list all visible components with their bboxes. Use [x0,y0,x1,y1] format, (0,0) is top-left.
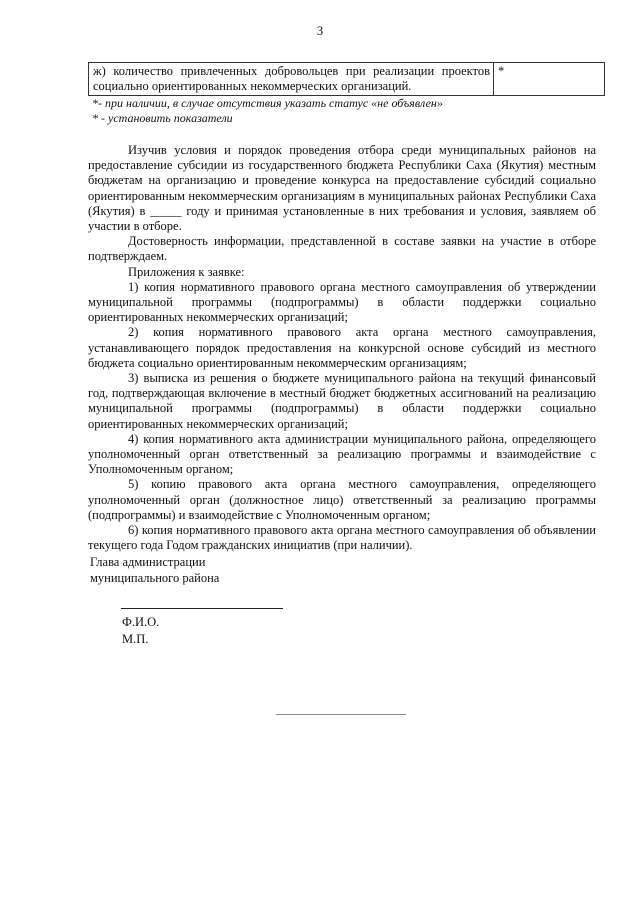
attachment-item-3: 3) выписка из решения о бюджете муниципального района на текущий финансовый год, подтверждающая включение в местный бюджет бюджетных ассигнований на реализацию муниципальной программы (подпрограммы) в области поддержки социально ориентированных некоммерческих организаций; [88,371,596,431]
attachment-item-2: 2) копия нормативного правового акта органа местного самоуправления, устанавливающего порядок предоставления на конкурсной основе субсидий из местного бюджета социально ориентированным некоммерческим организациям; [88,325,596,370]
footnote-indicators: * - установить показатели [92,111,233,125]
page-number: 3 [316,24,324,38]
attachment-item-5: 5) копию правового акта органа местного самоуправления, определяющего уполномоченный орган (должностное лицо) ответственный за реализацию программы (подпрограммы) и взаимодействие с Уполномоченным органом; [88,477,596,522]
seal-label: М.П. [122,632,149,646]
footnote-status: *- при наличии, в случае отсутствия указать статус «не объявлен» [92,96,443,110]
end-divider [276,714,406,715]
signature-line [121,608,283,609]
signatory-name-label: Ф.И.О. [122,615,160,629]
signatory-title-line1: Глава администрации [90,555,206,569]
attachments-heading: Приложения к заявке: [128,264,245,279]
signatory-title-line2: муниципального района [90,571,220,585]
intro-paragraph: Изучив условия и порядок проведения отбора среди муниципальных районов на предоставление субсидии из государственного бюджета Республики Саха (Якутия) местным бюджетам на организацию и проведение конкурса на предоставление субсидий социально ориентированным некоммерческим организациям в муниципальных районах Республики Саха (Якутия) в _____ году и принимая установленные в них требования и условия, заявляем об участии в отборе. [88,143,596,234]
table-cell-indicator: ж) количество привлеченных добровольцев при реализации проектов социально ориентированных некоммерческих организаций. [89,63,494,96]
accuracy-paragraph: Достоверность информации, представленной в составе заявки на участие в отборе подтверждаем. [88,234,596,264]
indicator-table [88,62,605,96]
table-row [89,63,605,96]
attachment-item-6: 6) копия нормативного правового акта органа местного самоуправления об объявлении текущего года Годом гражданских инициатив (при наличии). [88,523,596,553]
attachment-item-1: 1) копия нормативного правового органа местного самоуправления об утверждении муниципальной программы (подпрограммы) в области поддержки социально ориентированных некоммерческих организаций; [88,279,596,325]
attachment-item-4: 4) копия нормативного акта администрации муниципального района, определяющего уполномоченный орган ответственный за реализацию программы и взаимодействие с Уполномоченным органом; [88,431,596,477]
table-cell-value: * [494,63,605,96]
application-body [88,143,596,553]
